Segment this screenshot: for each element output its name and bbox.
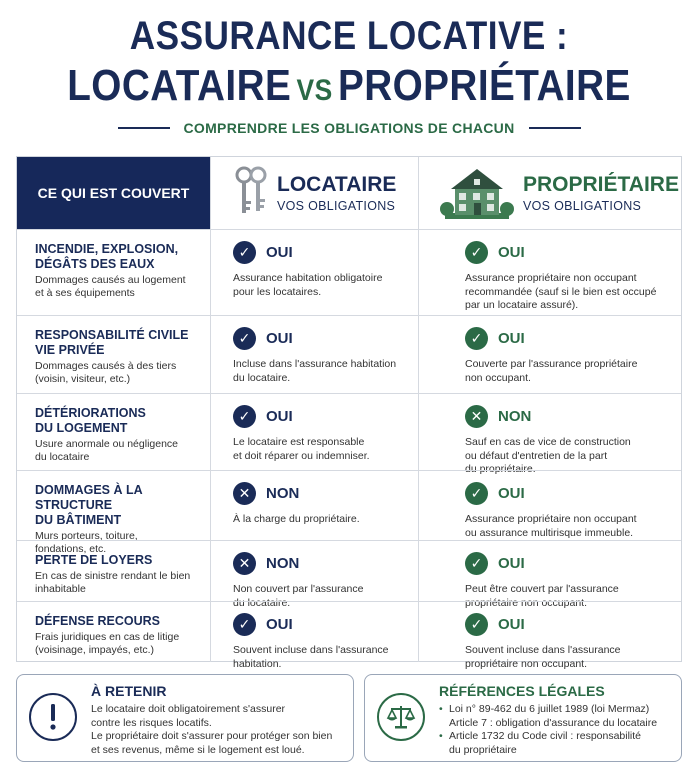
house-icon: [439, 165, 515, 221]
description-line: Couverte par l'assurance propriétaire: [465, 358, 638, 370]
coverage-description: Usure anormale ou négligence: [35, 438, 179, 450]
check-circle-icon: ✓: [233, 327, 256, 350]
comparison-table: [16, 156, 682, 670]
verdict: [233, 240, 418, 264]
verdict: [233, 481, 418, 505]
check-circle-icon: ✓: [465, 613, 488, 636]
coverage-description: fondations, etc.: [35, 543, 107, 555]
coverage-cell: [17, 541, 210, 601]
verdict-description: [465, 644, 681, 671]
verdict-description: [233, 358, 418, 385]
verdict: [233, 612, 418, 636]
coverage-description: Dommages causés à des tiers: [35, 360, 177, 372]
table-row: [17, 470, 681, 555]
verdict-description: [233, 436, 418, 463]
verdict-description: [465, 358, 681, 385]
retenir-box: [16, 674, 354, 762]
coverage-description: inhabitable: [35, 583, 86, 595]
locataire-cell: [210, 602, 418, 670]
title-vs: VS: [296, 74, 333, 107]
coverage-description: et à ses équipements: [35, 287, 135, 299]
verdict: [465, 551, 681, 575]
locataire-cell: [210, 541, 418, 609]
locataire-cell: [210, 394, 418, 470]
description-line: Souvent incluse dans l'assurance: [233, 644, 389, 656]
reference-item: [439, 730, 675, 757]
proprietaire-subtitle: VOS OBLIGATIONS: [523, 198, 642, 213]
verdict: [233, 551, 418, 575]
coverage-cell: [17, 394, 210, 470]
coverage-title: DU BÂTIMENT: [35, 513, 122, 527]
coverage-description: Dommages causés au logement: [35, 274, 186, 286]
verdict: [233, 326, 418, 350]
covered-header: CE QUI EST COUVERT: [17, 157, 210, 229]
page-title-line2: [42, 62, 656, 115]
x-circle-icon: ✕: [465, 405, 488, 428]
coverage-title: DÉGÂTS DES EAUX: [35, 257, 155, 271]
coverage-title: INCENDIE, EXPLOSION,: [35, 242, 179, 256]
coverage-title: DÉFENSE RECOURS: [35, 614, 161, 628]
subtitle-row: [0, 118, 698, 138]
check-circle-icon: ✓: [465, 482, 488, 505]
check-circle-icon: ✓: [233, 613, 256, 636]
verdict: [233, 404, 418, 428]
verdict-label: OUI: [266, 615, 293, 633]
page-title-line1: ASSURANCE LOCATIVE :: [129, 14, 569, 58]
reference-line: Article 7 : obligation d'assurance du locataire: [449, 716, 658, 729]
proprietaire-cell: [418, 230, 681, 315]
reference-line: • Article 1732 du Code civil : responsabilité: [449, 730, 642, 742]
retenir-line: contre les risques locatifs.: [91, 716, 212, 729]
description-line: Peut être couvert par l'assurance: [465, 583, 619, 595]
proprietaire-title: PROPRIÉTAIRE: [523, 172, 679, 196]
description-line: ou défaut d'entretien de la part: [465, 449, 608, 462]
verdict-description: [465, 513, 681, 540]
description-line: propriétaire non occupant.: [465, 596, 587, 609]
proprietaire-header: [418, 157, 683, 229]
reference-item: [439, 703, 675, 730]
table-row: [17, 540, 681, 609]
table-row: [17, 315, 681, 393]
table-row: [17, 393, 681, 475]
subtitle-rule-right: [529, 127, 581, 129]
description-line: Assurance propriétaire non occupant: [465, 272, 637, 284]
description-line: du propriétaire.: [465, 463, 536, 475]
coverage-description: du locataire: [35, 451, 90, 463]
coverage-description: (voisin, visiteur, etc.): [35, 373, 131, 385]
verdict-label: OUI: [498, 329, 525, 347]
reference-line: du propriétaire: [449, 743, 517, 756]
proprietaire-cell: [418, 316, 681, 393]
scales-icon: [377, 693, 425, 741]
verdict-label: OUI: [498, 615, 525, 633]
retenir-line: Le locataire doit obligatoirement s'assurer: [91, 703, 286, 715]
verdict-label: OUI: [498, 243, 525, 261]
coverage-title: DU LOGEMENT: [35, 421, 128, 435]
verdict-label: NON: [266, 484, 300, 502]
proprietaire-cell: [418, 602, 681, 670]
locataire-subtitle: VOS OBLIGATIONS: [277, 198, 396, 213]
check-circle-icon: ✓: [465, 327, 488, 350]
references-box: [364, 674, 682, 762]
coverage-description: (voisinage, impayés, etc.): [35, 644, 155, 656]
description-line: non occupant.: [465, 371, 531, 384]
coverage-cell: [17, 230, 210, 315]
verdict: [465, 326, 681, 350]
check-circle-icon: ✓: [465, 241, 488, 264]
description-line: Assurance habitation obligatoire: [233, 272, 383, 284]
retenir-line: et ses revenus, même si le logement est loué.: [91, 743, 305, 756]
reference-line: • Loi n° 89-462 du 6 juillet 1989 (loi Mermaz): [449, 703, 650, 715]
proprietaire-cell: [418, 394, 681, 475]
coverage-cell: [17, 602, 210, 662]
proprietaire-cell: [418, 471, 681, 540]
x-circle-icon: ✕: [233, 482, 256, 505]
retenir-text: [91, 703, 349, 757]
verdict: [465, 240, 681, 264]
description-line: habitation.: [233, 657, 282, 670]
locataire-cell: [210, 471, 418, 540]
description-line: propriétaire non occupant.: [465, 657, 587, 670]
verdict-label: NON: [498, 407, 532, 425]
description-line: À la charge du propriétaire.: [233, 513, 360, 525]
description-line: pour les locataires.: [233, 285, 322, 298]
verdict-description: [233, 272, 418, 299]
verdict-description: [233, 644, 418, 671]
retenir-title: À RETENIR: [91, 683, 167, 699]
title-locataire: LOCATAIRE: [67, 61, 292, 110]
verdict-label: OUI: [266, 243, 293, 261]
verdict-description: [233, 513, 418, 527]
check-circle-icon: ✓: [233, 241, 256, 264]
verdict: [465, 481, 681, 505]
references-title: RÉFÉRENCES LÉGALES: [439, 683, 605, 699]
coverage-description: Frais juridiques en cas de litige: [35, 631, 180, 643]
subtitle: COMPRENDRE LES OBLIGATIONS DE CHACUN: [183, 120, 515, 136]
verdict-label: OUI: [498, 554, 525, 572]
coverage-cell: [17, 316, 210, 393]
description-line: Le locataire est responsable: [233, 436, 365, 448]
verdict: [465, 404, 681, 428]
description-line: ou assurance multirisque immeuble.: [465, 526, 634, 539]
references-text: [439, 703, 675, 757]
proprietaire-cell: [418, 541, 681, 609]
locataire-header: [210, 157, 418, 229]
exclamation-icon: [29, 693, 77, 741]
coverage-description: En cas de sinistre rendant le bien: [35, 570, 191, 582]
description-line: du locataire.: [233, 596, 291, 609]
description-line: Assurance propriétaire non occupant: [465, 513, 637, 525]
verdict: [465, 612, 681, 636]
description-line: Non couvert par l'assurance: [233, 583, 364, 595]
description-line: par un locataire assuré).: [465, 299, 579, 311]
coverage-title: RESPONSABILITÉ CIVILE: [35, 328, 189, 342]
coverage-title: DÉTÉRIORATIONS: [35, 406, 146, 420]
coverage-title: VIE PRIVÉE: [35, 343, 105, 357]
verdict-label: OUI: [266, 329, 293, 347]
subtitle-rule-left: [118, 127, 170, 129]
coverage-title: PERTE DE LOYERS: [35, 553, 153, 567]
verdict-label: NON: [266, 554, 300, 572]
x-circle-icon: ✕: [233, 552, 256, 575]
verdict-description: [465, 272, 681, 313]
table-row: [17, 601, 681, 670]
locataire-cell: [210, 316, 418, 393]
description-line: Sauf en cas de vice de construction: [465, 436, 631, 448]
table-row: [17, 229, 681, 315]
keys-icon: [231, 165, 271, 221]
coverage-cell: [17, 471, 210, 555]
retenir-line: Le propriétaire doit s'assurer pour protéger son bien: [91, 730, 333, 742]
locataire-title: LOCATAIRE: [277, 172, 397, 196]
check-circle-icon: ✓: [233, 405, 256, 428]
verdict-label: OUI: [266, 407, 293, 425]
locataire-cell: [210, 230, 418, 315]
title-proprietaire: PROPRIÉTAIRE: [337, 61, 631, 110]
description-line: et doit réparer ou indemniser.: [233, 449, 370, 462]
description-line: Souvent incluse dans l'assurance: [465, 644, 621, 656]
check-circle-icon: ✓: [465, 552, 488, 575]
coverage-title: DOMMAGES À LA STRUCTURE: [35, 483, 143, 512]
description-line: Incluse dans l'assurance habitation: [233, 358, 397, 370]
verdict-label: OUI: [498, 484, 525, 502]
description-line: recommandée (sauf si le bien est occupé: [465, 285, 657, 298]
description-line: du locataire.: [233, 371, 291, 384]
coverage-description: Murs porteurs, toiture,: [35, 530, 138, 542]
